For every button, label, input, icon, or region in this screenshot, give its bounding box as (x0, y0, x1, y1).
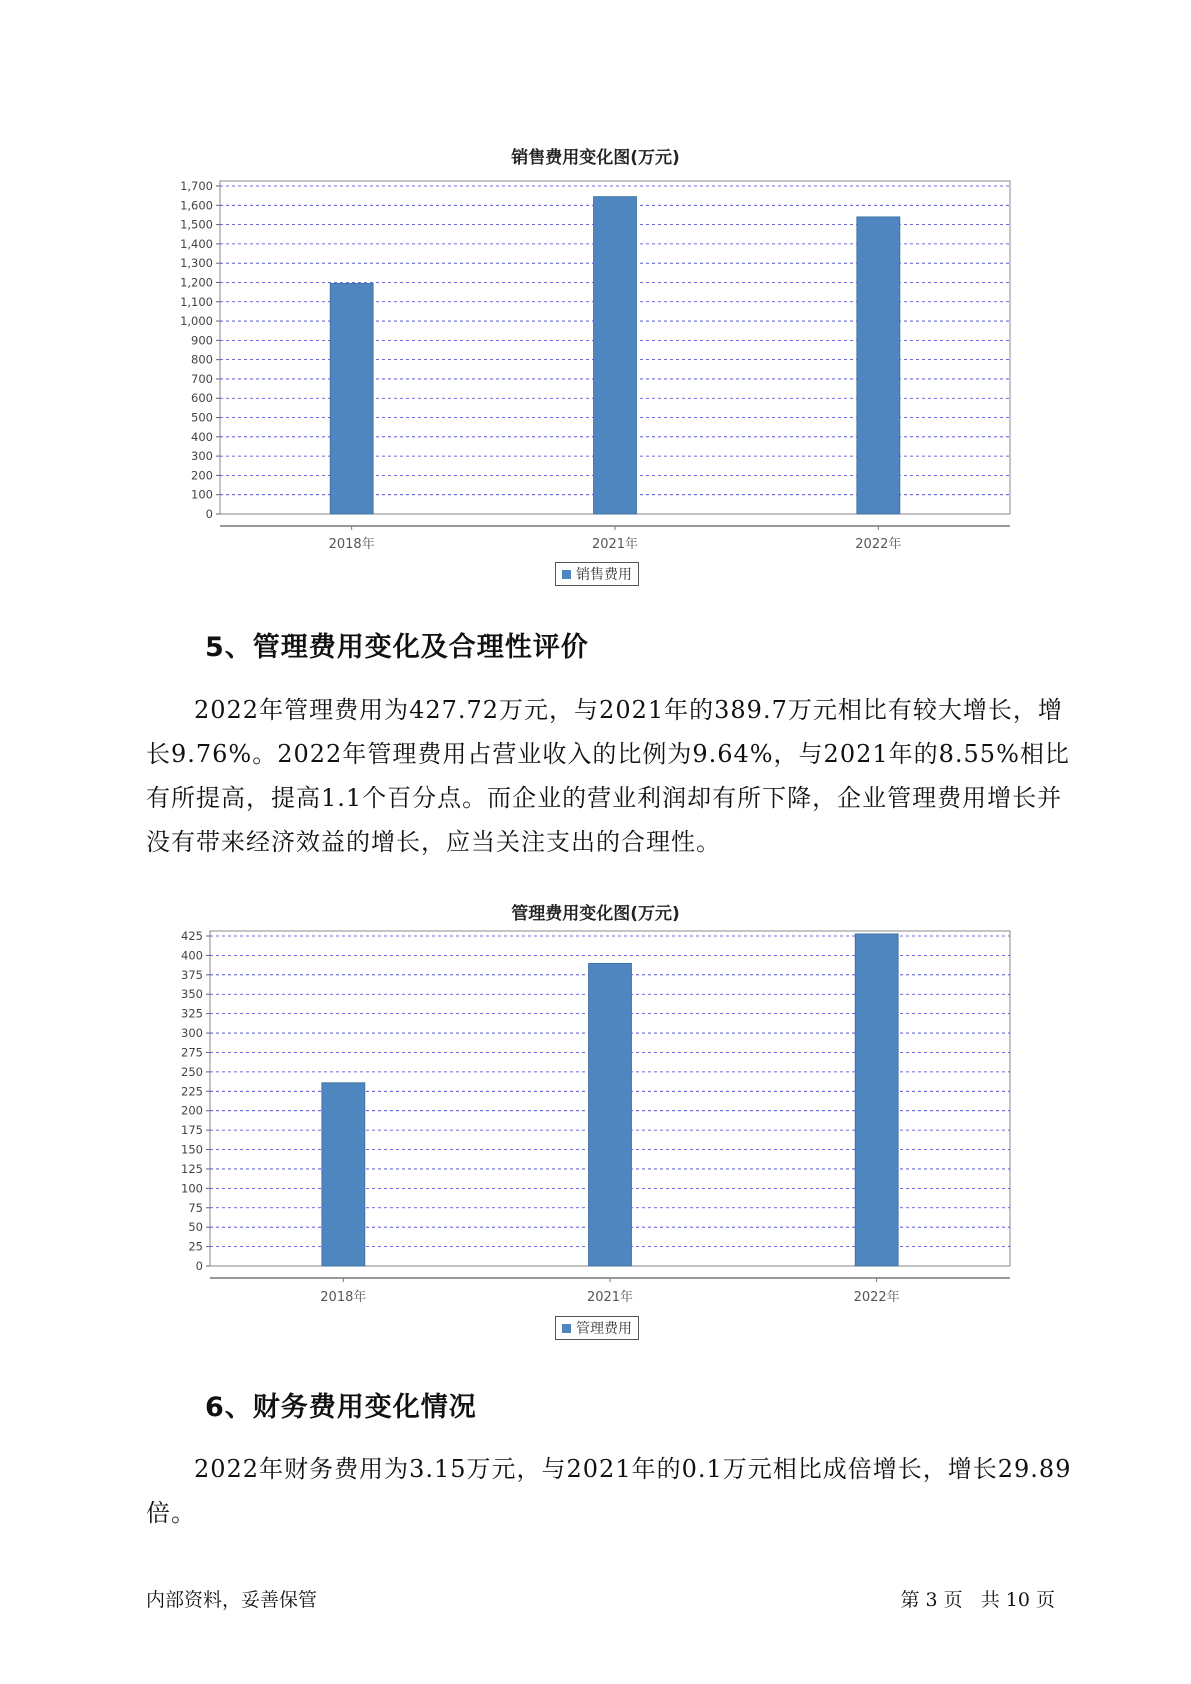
y-tick-label: 400 (191, 429, 213, 444)
bar-3 (857, 217, 900, 514)
y-tick-label: 400 (181, 948, 203, 963)
legend-label: 销售费用 (576, 567, 632, 583)
y-tick-label: 1,500 (180, 217, 213, 232)
y-tick-label: 275 (181, 1045, 203, 1060)
y-tick-label: 800 (191, 352, 213, 367)
bar-1 (322, 1083, 365, 1266)
y-tick-label: 200 (181, 1103, 203, 1118)
y-tick-label: 25 (188, 1239, 203, 1254)
y-tick-label: 300 (181, 1026, 203, 1041)
chart-legend-sales (555, 562, 639, 586)
y-tick-label: 125 (181, 1161, 203, 1176)
legend-label: 管理费用 (576, 1321, 632, 1337)
y-tick-label: 1,000 (180, 314, 213, 329)
legend-swatch (562, 570, 571, 579)
chart-title-sales: 销售费用变化图(万元) (511, 148, 680, 168)
legend-swatch (562, 1324, 571, 1333)
admin-expense-chart (0, 925, 1191, 1315)
y-tick-label: 425 (181, 929, 203, 943)
y-tick-label: 1,400 (180, 236, 213, 251)
y-tick-label: 250 (181, 1064, 203, 1079)
chart-title-admin: 管理费用变化图(万元) (511, 904, 680, 924)
x-tick-label: 2022年 (853, 1290, 900, 1305)
y-tick-label: 700 (191, 371, 213, 386)
y-tick-label: 100 (181, 1181, 203, 1196)
footer-page-number: 第 3 页 共 10 页 (900, 1589, 1055, 1611)
y-tick-label: 175 (181, 1123, 203, 1138)
y-tick-label: 1,700 (180, 179, 213, 193)
x-tick-label: 2022年 (855, 537, 902, 552)
y-tick-label: 350 (181, 987, 203, 1002)
y-tick-label: 1,300 (180, 256, 213, 271)
y-tick-label: 150 (181, 1142, 203, 1157)
x-tick-label: 2021年 (586, 1290, 634, 1305)
y-tick-label: 0 (195, 1259, 203, 1273)
y-tick-label: 50 (188, 1220, 203, 1235)
y-tick-label: 300 (191, 449, 213, 464)
x-tick-label: 2021年 (591, 537, 639, 552)
section-paragraph-6: 2022年财务费用为3.15万元，与2021年的0.1万元相比成倍增长，增长29.89倍。 (146, 1455, 1072, 1527)
x-tick-label: 2018年 (328, 537, 375, 552)
bar-2 (589, 963, 632, 1266)
y-tick-label: 75 (188, 1200, 203, 1215)
bar-2 (594, 197, 637, 514)
y-tick-label: 325 (181, 1006, 203, 1021)
x-tick-label: 2018年 (320, 1290, 367, 1305)
footer-confidential: 内部资料，妥善保管 (146, 1589, 318, 1611)
y-tick-label: 225 (181, 1084, 203, 1099)
y-tick-label: 100 (191, 487, 213, 502)
y-tick-label: 1,100 (180, 294, 213, 309)
y-tick-label: 1,600 (180, 198, 213, 213)
chart-legend-admin (555, 1316, 639, 1340)
sales-expense-chart (0, 170, 1191, 560)
y-tick-label: 0 (205, 507, 213, 521)
y-tick-label: 500 (191, 410, 213, 425)
y-tick-label: 375 (181, 967, 203, 982)
section-heading-6: 6、财务费用变化情况 (205, 1392, 477, 1423)
bar-1 (330, 283, 373, 514)
y-tick-label: 900 (191, 333, 213, 348)
bar-3 (855, 934, 898, 1266)
section-heading-5: 5、管理费用变化及合理性评价 (205, 632, 589, 663)
y-tick-label: 1,200 (180, 275, 213, 290)
y-tick-label: 200 (191, 468, 213, 483)
y-tick-label: 600 (191, 391, 213, 406)
section-paragraph-5: 2022年管理费用为427.72万元，与2021年的389.7万元相比有较大增长，增长9.76%。2022年管理费用占营业收入的比例为9.64%，与2021年的8.55%相比有所提高，提高1.1个百分点。而企业的营业利润却有所下降，企业管理费用增长并没有带来经济效益的增长，应当关注支出的合理性。 (146, 696, 1070, 856)
